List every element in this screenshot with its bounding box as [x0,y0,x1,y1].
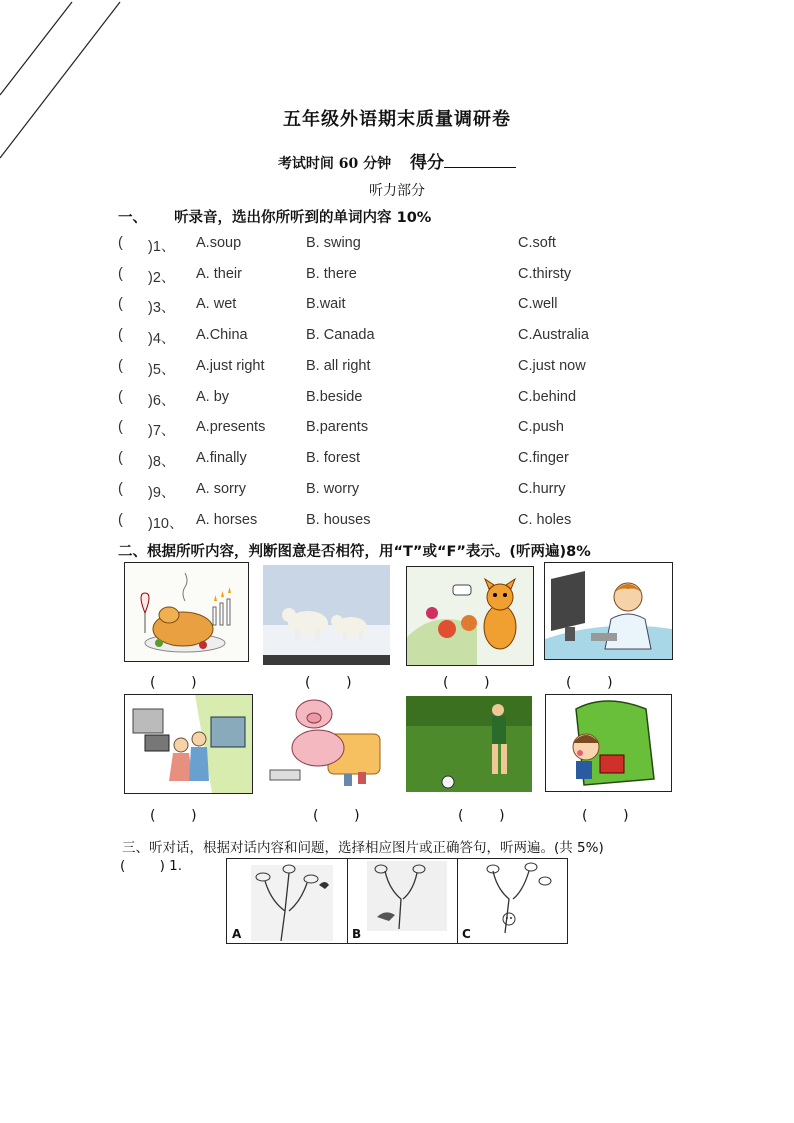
option-b[interactable]: B. all right [306,358,371,374]
tree-options-box [226,858,568,944]
corner-decoration [0,0,130,170]
picture-boy-soccer [406,696,532,792]
question-number: )4、 [148,331,176,347]
answer-bracket[interactable]: ( ) [150,808,197,824]
option-a[interactable]: A.presents [196,419,266,435]
option-b[interactable]: B. houses [306,512,371,528]
option-b[interactable]: B. worry [306,481,360,497]
answer-bracket-open[interactable]: ( [118,266,123,282]
option-c[interactable]: C. holes [518,512,572,528]
question-number: )8、 [148,454,176,470]
answer-bracket-open[interactable]: ( [118,358,123,374]
answer-bracket[interactable]: ( ) [582,808,629,824]
option-c[interactable]: C.thirsty [518,266,572,282]
option-c-picture[interactable] [457,859,567,943]
option-b[interactable]: B.beside [306,389,363,405]
answer-bracket-open[interactable]: ( [118,296,123,312]
option-b[interactable]: B.parents [306,419,369,435]
question-number: )6、 [148,393,176,409]
section3-question-1[interactable]: ( ) 1. [120,858,183,874]
option-b[interactable]: B. swing [306,235,361,251]
option-b-label: B [352,927,362,941]
answer-bracket[interactable]: ( ) [566,675,613,691]
question-number: )5、 [148,362,176,378]
listening-part-heading: 听力部分 [369,183,425,199]
option-a-picture[interactable] [227,859,348,943]
picture-roast-turkey [124,562,249,662]
answer-bracket[interactable]: ( ) [150,675,197,691]
option-c[interactable]: C.well [518,296,558,312]
option-b-picture[interactable] [347,859,458,943]
answer-bracket[interactable]: ( ) [458,808,505,824]
answer-bracket-open[interactable]: ( [118,419,123,435]
option-a[interactable]: A. wet [196,296,237,312]
answer-bracket[interactable]: ( ) [443,675,490,691]
exam-meta [0,148,794,173]
picture-cat-cartoon [406,566,534,666]
option-a[interactable]: A. sorry [196,481,246,497]
option-c[interactable]: C.push [518,419,564,435]
option-b[interactable]: B. forest [306,450,360,466]
answer-bracket[interactable]: ( ) [313,808,360,824]
answer-bracket-open[interactable]: ( [118,389,123,405]
answer-bracket[interactable]: ( ) [305,675,352,691]
option-c[interactable]: C.Australia [518,327,589,343]
option-b[interactable]: B. there [306,266,357,282]
option-a[interactable]: A.China [196,327,248,343]
section2-title: 二、根据所听内容，判断图意是否相符，用“T”或“F”表示。(听两遍)8% [118,544,591,560]
question-number: )10、 [148,516,184,532]
option-a[interactable]: A. their [196,266,242,282]
answer-bracket-open[interactable]: ( [118,450,123,466]
page-title: 五年级外语期末质量调研卷 [283,109,511,130]
option-a[interactable]: A. horses [196,512,258,528]
option-a[interactable]: A.just right [196,358,265,374]
question-number: )2、 [148,270,176,286]
question-number: )7、 [148,423,176,439]
section1-title: 听录音，选出你所听到的单词内容 10% [174,210,432,226]
score-blank[interactable] [444,167,516,168]
option-b[interactable]: B.wait [306,296,346,312]
option-c[interactable]: C.soft [518,235,556,251]
option-a[interactable]: A. by [196,389,230,405]
answer-bracket-open[interactable]: ( [118,481,123,497]
option-b[interactable]: B. Canada [306,327,375,343]
answer-bracket-open[interactable]: ( [118,512,123,528]
answer-bracket-open[interactable]: ( [118,327,123,343]
exam-time: 考试时间 60 分钟 [277,156,392,172]
question-number: )3、 [148,300,176,316]
picture-polar-bears [263,565,390,665]
section1-number: 一、 [118,210,147,226]
score-label: 得分 [410,153,445,173]
question-number: )9、 [148,485,176,501]
picture-pig-on-sofa [266,694,385,792]
answer-bracket-open[interactable]: ( [118,235,123,251]
option-a[interactable]: A.finally [196,450,247,466]
option-a-label: A [232,927,242,941]
option-c[interactable]: C.just now [518,358,586,374]
option-c[interactable]: C.behind [518,389,577,405]
section3-title: 三、听对话，根据对话内容和问题，选择相应图片或正确答句，听两遍。(共 5%) [122,840,604,856]
picture-heavy-schoolbag [545,694,672,792]
option-c[interactable]: C.finger [518,450,569,466]
option-c-label: C [462,927,471,941]
picture-family-shopping [124,694,253,794]
option-c[interactable]: C.hurry [518,481,566,497]
question-number: )1、 [148,239,176,255]
section1-heading [118,206,431,227]
picture-boy-at-computer [544,562,673,660]
option-a[interactable]: A.soup [196,235,242,251]
